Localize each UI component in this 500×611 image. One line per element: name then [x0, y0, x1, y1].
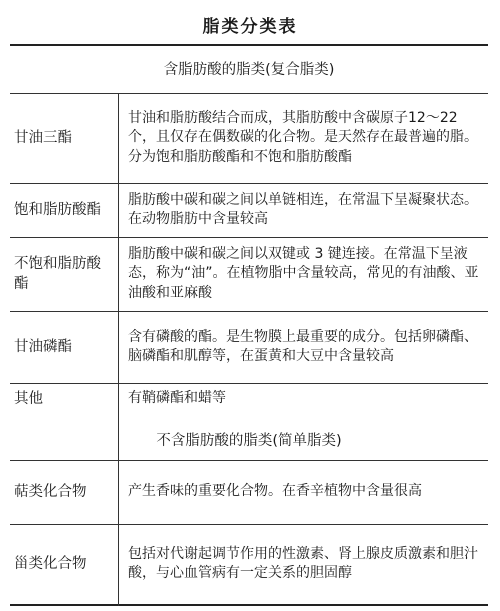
column-divider — [118, 460, 119, 606]
table-row-label: 甘油磷酯 — [14, 339, 72, 355]
table-row-label: 甾类化合物 — [14, 556, 87, 572]
table-row-desc: 甘油和脂肪酸结合而成，其脂肪酸中含碳原子12～22个，且仅存在偶数碳的化合物。是天然存在最普遍的脂。分为饱和脂肪酸酯和不饱和脂肪酸酯 — [128, 109, 478, 165]
divider — [10, 460, 488, 461]
table-row-label: 萜类化合物 — [14, 484, 87, 500]
divider — [10, 383, 488, 384]
divider — [10, 183, 488, 184]
table-row-label: 其他 — [14, 391, 43, 407]
table-row-desc: 产生香味的重要化合物。在香辛植物中含量很高 — [128, 483, 422, 500]
table-row-label: 不饱和脂肪酸酯 — [14, 256, 101, 292]
divider — [10, 311, 488, 312]
table-row-desc: 有鞘磷酯和蜡等 — [128, 390, 226, 407]
divider — [10, 524, 488, 525]
table-row-label: 饱和脂肪酸酯 — [14, 202, 101, 218]
table-title: 脂类分类表 — [202, 17, 298, 37]
lipid-classification-table — [10, 44, 488, 606]
table-row-desc: 脂肪酸中碳和碳之间以单链相连，在常温下呈凝聚状态。在动物脂肪中含量较高 — [128, 191, 478, 227]
divider — [10, 93, 488, 94]
column-divider — [118, 93, 119, 460]
section-heading-compound: 含脂肪酸的脂类(复合脂类) — [163, 62, 335, 78]
section-heading-simple: 不含脂肪酸的脂类(简单脂类) — [156, 433, 342, 449]
table-row-label: 甘油三酯 — [14, 130, 72, 146]
table-row-desc: 脂肪酸中碳和碳之间以双键或 3 键连接。在常温下呈液态，称为“油”。在植物脂中含量较高，常见的有油酸、亚油酸和亚麻酸 — [128, 245, 479, 301]
divider — [10, 237, 488, 238]
table-row-desc: 含有磷酸的酯。是生物膜上最重要的成分。包括卵磷酯、脑磷酯和肌醇等，在蛋黄和大豆中含量较高 — [128, 328, 478, 364]
table-row-desc: 包括对代谢起调节作用的性激素、肾上腺皮质激素和胆汁酸，与心血管病有一定关系的胆固醇 — [128, 545, 478, 581]
